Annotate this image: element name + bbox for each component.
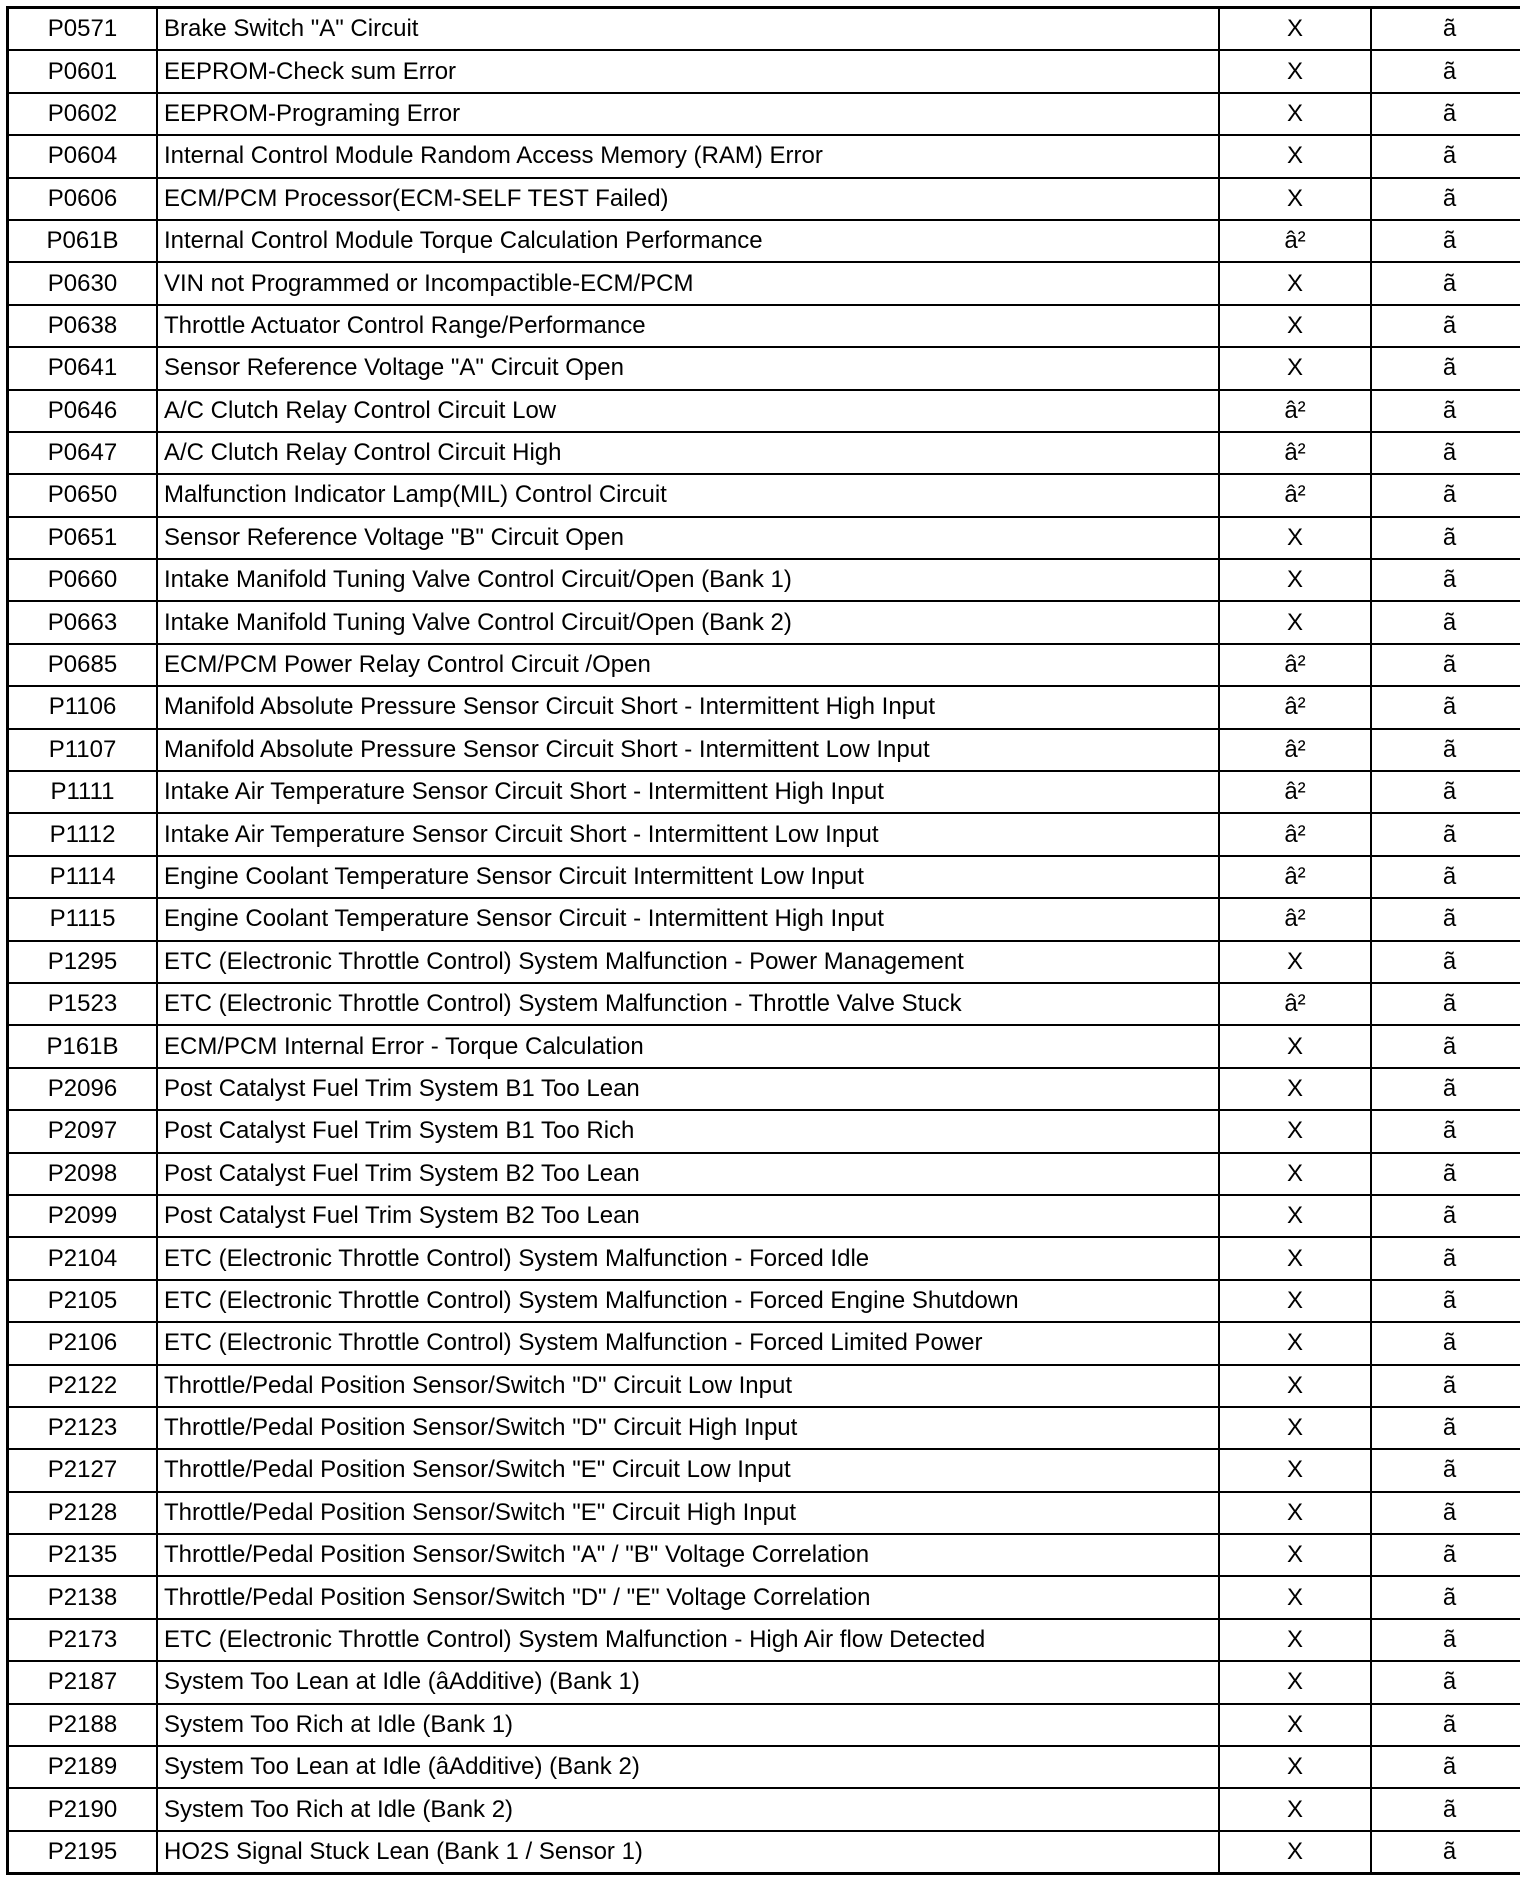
table-row (8, 135, 1520, 177)
status-a-cell: â² (1219, 644, 1371, 686)
status-b-cell: ã (1371, 729, 1520, 771)
table-row (8, 1110, 1520, 1152)
status-a-cell: X (1219, 1025, 1371, 1067)
dtc-code-cell: P161B (8, 1025, 158, 1067)
status-a-cell: X (1219, 1661, 1371, 1703)
status-a-cell: â² (1219, 856, 1371, 898)
dtc-description-cell: Intake Air Temperature Sensor Circuit Short - Intermittent High Input (157, 771, 1219, 813)
table-row (8, 1365, 1520, 1407)
dtc-table (6, 6, 1520, 1875)
dtc-description-cell: Intake Manifold Tuning Valve Control Circuit/Open (Bank 2) (157, 601, 1219, 643)
table-row (8, 1576, 1520, 1618)
dtc-code-cell: P0638 (8, 305, 158, 347)
status-a-cell: â² (1219, 220, 1371, 262)
status-a-cell: X (1219, 1407, 1371, 1449)
dtc-description-cell: Post Catalyst Fuel Trim System B1 Too Rich (157, 1110, 1219, 1152)
dtc-description-cell: Manifold Absolute Pressure Sensor Circuit Short - Intermittent High Input (157, 686, 1219, 728)
status-b-cell: ã (1371, 1704, 1520, 1746)
dtc-description-cell: Throttle/Pedal Position Sensor/Switch "E" Circuit High Input (157, 1492, 1219, 1534)
status-b-cell: ã (1371, 305, 1520, 347)
table-row (8, 93, 1520, 135)
table-row (8, 601, 1520, 643)
status-b-cell: ã (1371, 220, 1520, 262)
status-b-cell: ã (1371, 8, 1520, 51)
status-b-cell: ã (1371, 1280, 1520, 1322)
dtc-code-cell: P1106 (8, 686, 158, 728)
dtc-description-cell: Internal Control Module Torque Calculation Performance (157, 220, 1219, 262)
status-b-cell: ã (1371, 1492, 1520, 1534)
table-row (8, 813, 1520, 855)
table-row (8, 1280, 1520, 1322)
status-b-cell: ã (1371, 856, 1520, 898)
status-a-cell: X (1219, 517, 1371, 559)
status-b-cell: ã (1371, 1195, 1520, 1237)
table-row (8, 1831, 1520, 1874)
dtc-code-cell: P2127 (8, 1449, 158, 1491)
status-b-cell: ã (1371, 1068, 1520, 1110)
dtc-code-cell: P0685 (8, 644, 158, 686)
dtc-code-cell: P2104 (8, 1237, 158, 1279)
dtc-description-cell: ECM/PCM Internal Error - Torque Calculation (157, 1025, 1219, 1067)
status-b-cell: ã (1371, 390, 1520, 432)
table-row (8, 1746, 1520, 1788)
status-a-cell: â² (1219, 432, 1371, 474)
table-row (8, 1661, 1520, 1703)
dtc-description-cell: Throttle/Pedal Position Sensor/Switch "D" / "E" Voltage Correlation (157, 1576, 1219, 1618)
dtc-description-cell: ETC (Electronic Throttle Control) System Malfunction - Throttle Valve Stuck (157, 983, 1219, 1025)
table-row (8, 1449, 1520, 1491)
status-b-cell: ã (1371, 135, 1520, 177)
status-b-cell: ã (1371, 771, 1520, 813)
status-b-cell: ã (1371, 1746, 1520, 1788)
dtc-code-cell: P2173 (8, 1619, 158, 1661)
dtc-description-cell: Post Catalyst Fuel Trim System B2 Too Lean (157, 1195, 1219, 1237)
dtc-code-cell: P0651 (8, 517, 158, 559)
dtc-code-cell: P1523 (8, 983, 158, 1025)
status-b-cell: ã (1371, 601, 1520, 643)
status-a-cell: X (1219, 1788, 1371, 1830)
table-row (8, 686, 1520, 728)
status-a-cell: X (1219, 1322, 1371, 1364)
dtc-code-cell: P2188 (8, 1704, 158, 1746)
status-b-cell: ã (1371, 1788, 1520, 1830)
status-a-cell: X (1219, 347, 1371, 389)
dtc-code-cell: P0571 (8, 8, 158, 51)
status-b-cell: ã (1371, 813, 1520, 855)
dtc-code-cell: P0630 (8, 262, 158, 304)
status-b-cell: ã (1371, 517, 1520, 559)
status-a-cell: X (1219, 1831, 1371, 1874)
table-row (8, 856, 1520, 898)
dtc-description-cell: Internal Control Module Random Access Memory (RAM) Error (157, 135, 1219, 177)
status-a-cell: X (1219, 1110, 1371, 1152)
dtc-description-cell: ETC (Electronic Throttle Control) System Malfunction - Forced Idle (157, 1237, 1219, 1279)
dtc-description-cell: System Too Lean at Idle (âAdditive) (Bank 1) (157, 1661, 1219, 1703)
table-row (8, 347, 1520, 389)
status-a-cell: X (1219, 1280, 1371, 1322)
dtc-code-cell: P1112 (8, 813, 158, 855)
dtc-description-cell: Brake Switch "A" Circuit (157, 8, 1219, 51)
status-a-cell: X (1219, 50, 1371, 92)
status-a-cell: X (1219, 93, 1371, 135)
status-b-cell: ã (1371, 1237, 1520, 1279)
table-row (8, 262, 1520, 304)
dtc-description-cell: Sensor Reference Voltage "A" Circuit Open (157, 347, 1219, 389)
dtc-code-cell: P2106 (8, 1322, 158, 1364)
status-a-cell: â² (1219, 983, 1371, 1025)
status-a-cell: X (1219, 1619, 1371, 1661)
table-row (8, 559, 1520, 601)
table-row (8, 178, 1520, 220)
status-a-cell: X (1219, 135, 1371, 177)
dtc-description-cell: A/C Clutch Relay Control Circuit Low (157, 390, 1219, 432)
status-a-cell: X (1219, 941, 1371, 983)
dtc-description-cell: VIN not Programmed or Incompactible-ECM/PCM (157, 262, 1219, 304)
table-row (8, 1534, 1520, 1576)
dtc-code-cell: P1295 (8, 941, 158, 983)
status-a-cell: X (1219, 1492, 1371, 1534)
table-row (8, 1788, 1520, 1830)
dtc-code-cell: P2098 (8, 1153, 158, 1195)
table-row (8, 1492, 1520, 1534)
table-row (8, 474, 1520, 516)
table-row (8, 220, 1520, 262)
dtc-code-cell: P061B (8, 220, 158, 262)
table-row (8, 1068, 1520, 1110)
table-row (8, 1322, 1520, 1364)
dtc-code-cell: P2105 (8, 1280, 158, 1322)
status-a-cell: X (1219, 305, 1371, 347)
dtc-description-cell: Throttle/Pedal Position Sensor/Switch "D" Circuit Low Input (157, 1365, 1219, 1407)
table-row (8, 1704, 1520, 1746)
dtc-code-cell: P0650 (8, 474, 158, 516)
dtc-code-cell: P2135 (8, 1534, 158, 1576)
dtc-description-cell: System Too Rich at Idle (Bank 2) (157, 1788, 1219, 1830)
status-b-cell: ã (1371, 1449, 1520, 1491)
dtc-description-cell: EEPROM-Check sum Error (157, 50, 1219, 92)
dtc-description-cell: EEPROM-Programing Error (157, 93, 1219, 135)
dtc-code-cell: P0602 (8, 93, 158, 135)
status-a-cell: â² (1219, 686, 1371, 728)
table-row (8, 771, 1520, 813)
dtc-description-cell: System Too Rich at Idle (Bank 1) (157, 1704, 1219, 1746)
table-row (8, 390, 1520, 432)
dtc-code-cell: P0663 (8, 601, 158, 643)
status-a-cell: X (1219, 1195, 1371, 1237)
status-a-cell: X (1219, 1746, 1371, 1788)
status-b-cell: ã (1371, 644, 1520, 686)
status-b-cell: ã (1371, 983, 1520, 1025)
status-b-cell: ã (1371, 1831, 1520, 1874)
status-b-cell: ã (1371, 1365, 1520, 1407)
table-row (8, 1407, 1520, 1449)
status-b-cell: ã (1371, 686, 1520, 728)
dtc-description-cell: HO2S Signal Stuck Lean (Bank 1 / Sensor 1) (157, 1831, 1219, 1874)
status-b-cell: ã (1371, 1110, 1520, 1152)
dtc-code-cell: P2096 (8, 1068, 158, 1110)
dtc-code-cell: P1114 (8, 856, 158, 898)
dtc-description-cell: Post Catalyst Fuel Trim System B1 Too Lean (157, 1068, 1219, 1110)
status-a-cell: X (1219, 559, 1371, 601)
table-row (8, 517, 1520, 559)
table-row (8, 1237, 1520, 1279)
dtc-code-cell: P1107 (8, 729, 158, 771)
dtc-description-cell: Throttle Actuator Control Range/Performance (157, 305, 1219, 347)
dtc-code-cell: P0660 (8, 559, 158, 601)
dtc-table-body (8, 8, 1520, 1874)
status-b-cell: ã (1371, 347, 1520, 389)
table-row (8, 1619, 1520, 1661)
status-a-cell: â² (1219, 771, 1371, 813)
dtc-description-cell: ETC (Electronic Throttle Control) System Malfunction - Forced Limited Power (157, 1322, 1219, 1364)
status-a-cell: X (1219, 1153, 1371, 1195)
table-row (8, 1025, 1520, 1067)
dtc-description-cell: Throttle/Pedal Position Sensor/Switch "D" Circuit High Input (157, 1407, 1219, 1449)
status-b-cell: ã (1371, 93, 1520, 135)
dtc-code-cell: P1111 (8, 771, 158, 813)
dtc-description-cell: ECM/PCM Processor(ECM-SELF TEST Failed) (157, 178, 1219, 220)
dtc-code-cell: P2097 (8, 1110, 158, 1152)
dtc-description-cell: A/C Clutch Relay Control Circuit High (157, 432, 1219, 474)
status-b-cell: ã (1371, 1619, 1520, 1661)
dtc-description-cell: Intake Manifold Tuning Valve Control Circuit/Open (Bank 1) (157, 559, 1219, 601)
dtc-code-cell: P2190 (8, 1788, 158, 1830)
status-b-cell: ã (1371, 898, 1520, 940)
table-row (8, 50, 1520, 92)
table-row (8, 1153, 1520, 1195)
table-row (8, 983, 1520, 1025)
dtc-code-cell: P0641 (8, 347, 158, 389)
status-b-cell: ã (1371, 262, 1520, 304)
dtc-code-cell: P0606 (8, 178, 158, 220)
status-a-cell: X (1219, 1449, 1371, 1491)
status-a-cell: X (1219, 1365, 1371, 1407)
dtc-description-cell: Throttle/Pedal Position Sensor/Switch "A" / "B" Voltage Correlation (157, 1534, 1219, 1576)
status-b-cell: ã (1371, 1407, 1520, 1449)
status-b-cell: ã (1371, 1322, 1520, 1364)
status-b-cell: ã (1371, 1576, 1520, 1618)
dtc-code-cell: P0601 (8, 50, 158, 92)
dtc-description-cell: Post Catalyst Fuel Trim System B2 Too Lean (157, 1153, 1219, 1195)
status-b-cell: ã (1371, 1025, 1520, 1067)
status-b-cell: ã (1371, 941, 1520, 983)
status-a-cell: X (1219, 1576, 1371, 1618)
status-b-cell: ã (1371, 50, 1520, 92)
status-a-cell: â² (1219, 390, 1371, 432)
dtc-code-cell: P2138 (8, 1576, 158, 1618)
dtc-description-cell: Intake Air Temperature Sensor Circuit Short - Intermittent Low Input (157, 813, 1219, 855)
status-a-cell: â² (1219, 898, 1371, 940)
dtc-description-cell: Malfunction Indicator Lamp(MIL) Control Circuit (157, 474, 1219, 516)
status-a-cell: â² (1219, 813, 1371, 855)
table-row (8, 941, 1520, 983)
dtc-description-cell: ETC (Electronic Throttle Control) System Malfunction - Power Management (157, 941, 1219, 983)
dtc-code-cell: P1115 (8, 898, 158, 940)
status-b-cell: ã (1371, 1153, 1520, 1195)
table-row (8, 305, 1520, 347)
status-a-cell: X (1219, 1534, 1371, 1576)
status-a-cell: X (1219, 8, 1371, 51)
dtc-code-cell: P2123 (8, 1407, 158, 1449)
dtc-description-cell: System Too Lean at Idle (âAdditive) (Bank 2) (157, 1746, 1219, 1788)
status-a-cell: X (1219, 601, 1371, 643)
table-row (8, 1195, 1520, 1237)
status-a-cell: X (1219, 1068, 1371, 1110)
status-b-cell: ã (1371, 1661, 1520, 1703)
status-b-cell: ã (1371, 559, 1520, 601)
dtc-description-cell: Engine Coolant Temperature Sensor Circuit - Intermittent High Input (157, 898, 1219, 940)
dtc-description-cell: Throttle/Pedal Position Sensor/Switch "E" Circuit Low Input (157, 1449, 1219, 1491)
dtc-code-cell: P2122 (8, 1365, 158, 1407)
dtc-description-cell: ECM/PCM Power Relay Control Circuit /Open (157, 644, 1219, 686)
status-b-cell: ã (1371, 432, 1520, 474)
status-b-cell: ã (1371, 474, 1520, 516)
status-a-cell: â² (1219, 729, 1371, 771)
dtc-description-cell: Engine Coolant Temperature Sensor Circuit Intermittent Low Input (157, 856, 1219, 898)
status-a-cell: X (1219, 178, 1371, 220)
dtc-code-cell: P2099 (8, 1195, 158, 1237)
dtc-code-cell: P2189 (8, 1746, 158, 1788)
status-b-cell: ã (1371, 1534, 1520, 1576)
table-row (8, 644, 1520, 686)
table-row (8, 8, 1520, 51)
table-row (8, 729, 1520, 771)
table-row (8, 432, 1520, 474)
status-a-cell: X (1219, 262, 1371, 304)
dtc-code-cell: P2128 (8, 1492, 158, 1534)
dtc-description-cell: Sensor Reference Voltage "B" Circuit Open (157, 517, 1219, 559)
dtc-code-cell: P2195 (8, 1831, 158, 1874)
dtc-code-cell: P0647 (8, 432, 158, 474)
dtc-code-cell: P0646 (8, 390, 158, 432)
dtc-description-cell: ETC (Electronic Throttle Control) System Malfunction - High Air flow Detected (157, 1619, 1219, 1661)
dtc-code-cell: P0604 (8, 135, 158, 177)
dtc-description-cell: ETC (Electronic Throttle Control) System Malfunction - Forced Engine Shutdown (157, 1280, 1219, 1322)
status-a-cell: â² (1219, 474, 1371, 516)
table-row (8, 898, 1520, 940)
status-b-cell: ã (1371, 178, 1520, 220)
status-a-cell: X (1219, 1704, 1371, 1746)
status-a-cell: X (1219, 1237, 1371, 1279)
dtc-code-cell: P2187 (8, 1661, 158, 1703)
dtc-description-cell: Manifold Absolute Pressure Sensor Circuit Short - Intermittent Low Input (157, 729, 1219, 771)
